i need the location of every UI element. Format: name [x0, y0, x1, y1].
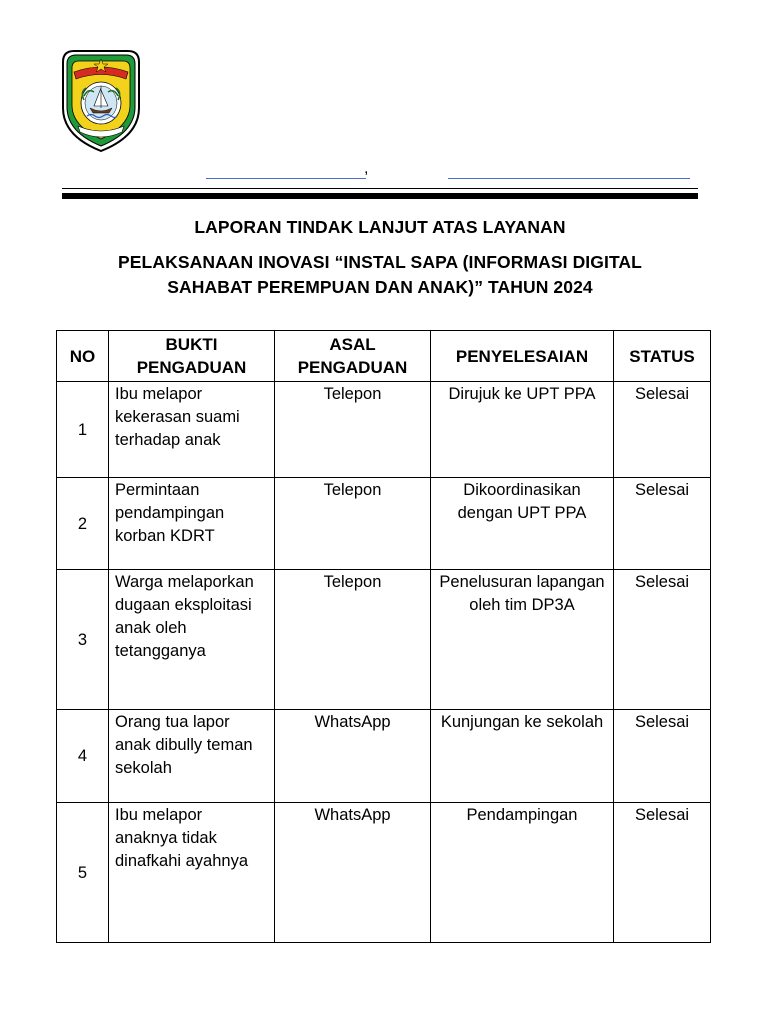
cell-status: Selesai: [614, 803, 711, 943]
cell-status: Selesai: [614, 570, 711, 710]
report-subtitle-line1: PELAKSANAAN INOVASI “INSTAL SAPA (INFORMASI DIGITAL: [118, 252, 642, 272]
cell-no: 3: [57, 570, 109, 710]
header-divider-thin: [62, 188, 698, 189]
report-subtitle-line2: SAHABAT PEREMPUAN DAN ANAK)” TAHUN 2024: [167, 277, 593, 297]
table-row: [57, 478, 711, 570]
table-row: [57, 803, 711, 943]
table-row: [57, 710, 711, 803]
cell-no: 5: [57, 803, 109, 943]
cell-bukti: Permintaan pendampingan korban KDRT: [109, 478, 275, 570]
cell-asal: Telepon: [275, 382, 431, 478]
cell-asal: WhatsApp: [275, 710, 431, 803]
regional-emblem-icon: [60, 48, 142, 154]
header-divider-thick: [62, 193, 698, 199]
cell-no: 4: [57, 710, 109, 803]
cell-penyelesaian: Penelusuran lapangan oleh tim DP3A: [431, 570, 614, 710]
cell-asal: WhatsApp: [275, 803, 431, 943]
complaints-table: [56, 330, 711, 943]
header-penyelesaian: PENYELESAIAN: [431, 331, 614, 382]
cell-status: Selesai: [614, 478, 711, 570]
cell-bukti: Ibu melapor anaknya tidak dinafkahi ayahnya: [109, 803, 275, 943]
cell-no: 2: [57, 478, 109, 570]
header-no: NO: [57, 331, 109, 382]
signature-line-right: [448, 178, 690, 179]
cell-no: 1: [57, 382, 109, 478]
cell-penyelesaian: Kunjungan ke sekolah: [431, 710, 614, 803]
table-row: [57, 570, 711, 710]
cell-status: Selesai: [614, 382, 711, 478]
table-header-row: [57, 331, 711, 382]
cell-penyelesaian: Pendampingan: [431, 803, 614, 943]
signature-line-left: [206, 178, 366, 179]
header-asal-pengaduan: ASAL PENGADUAN: [275, 331, 431, 382]
cell-bukti: Warga melaporkan dugaan eksploitasi anak oleh tetangganya: [109, 570, 275, 710]
table-row: [57, 382, 711, 478]
cell-penyelesaian: Dikoordinasikan dengan UPT PPA: [431, 478, 614, 570]
header-bukti-pengaduan: BUKTI PENGADUAN: [109, 331, 275, 382]
cell-status: Selesai: [614, 710, 711, 803]
report-subtitle: [62, 250, 698, 300]
header-status: STATUS: [614, 331, 711, 382]
header-comma: ,: [364, 160, 369, 177]
cell-penyelesaian: Dirujuk ke UPT PPA: [431, 382, 614, 478]
cell-asal: Telepon: [275, 478, 431, 570]
cell-bukti: Orang tua lapor anak dibully teman sekolah: [109, 710, 275, 803]
cell-bukti: Ibu melapor kekerasan suami terhadap anak: [109, 382, 275, 478]
cell-asal: Telepon: [275, 570, 431, 710]
report-title: LAPORAN TINDAK LANJUT ATAS LAYANAN: [194, 217, 566, 237]
